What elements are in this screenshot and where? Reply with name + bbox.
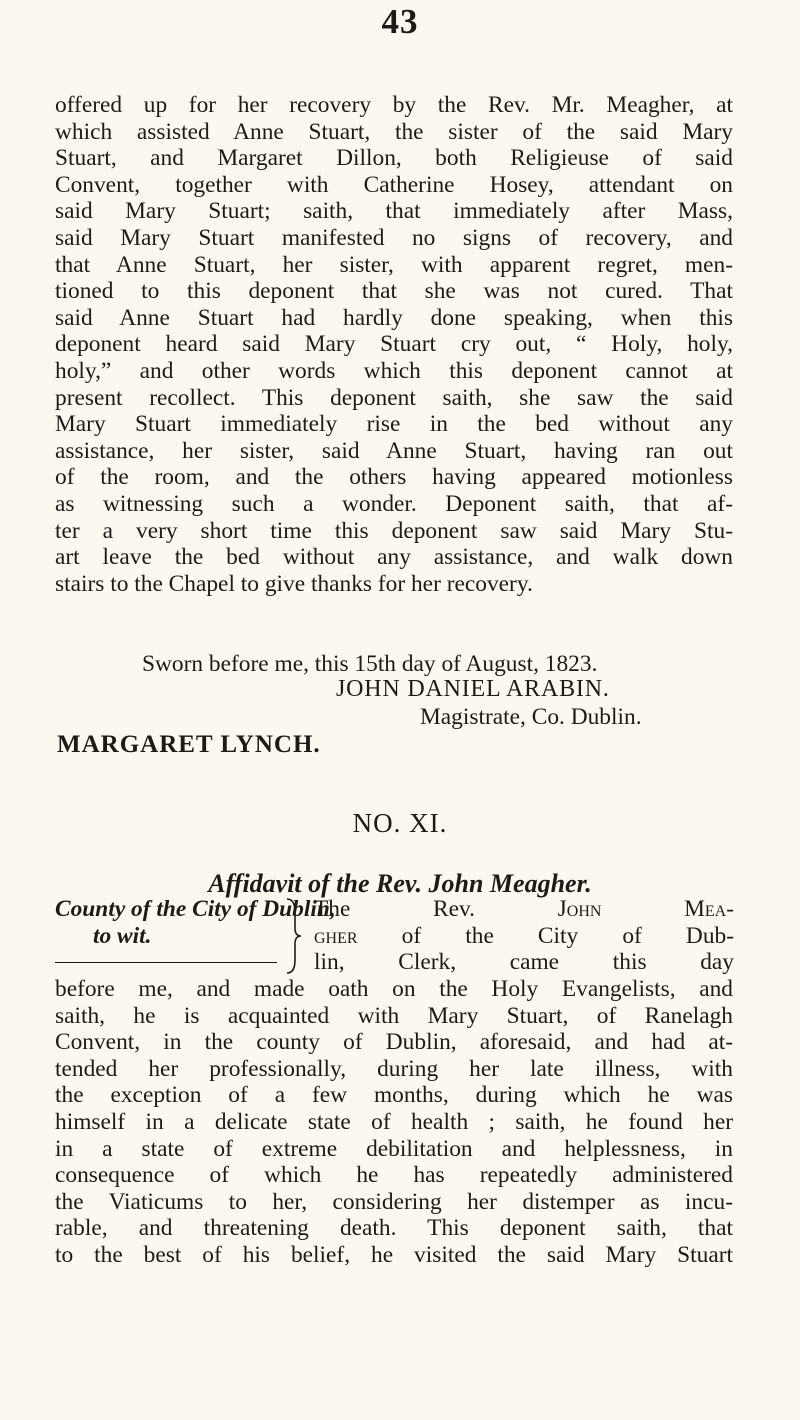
deponent-name: gher — [314, 922, 358, 949]
affidavit-heading: Affidavit of the Rev. John Meagher. — [208, 869, 592, 898]
text-line: Convent, in the county of Dublin, aforesaid, and had at- — [55, 1029, 733, 1056]
text-line — [314, 923, 734, 950]
sworn-statement: Sworn before me, this 15th day of August, 1823. — [142, 651, 598, 677]
text-line: that Anne Stuart, her sister, with apparent regret, men- — [55, 251, 733, 278]
text-line: of the room, and the others having appeared motionless — [55, 464, 733, 491]
text-line: art leave the bed without any assistance, and walk down — [55, 544, 733, 571]
deponent-signature: MARGARET LYNCH. — [57, 731, 321, 758]
page-number: 43 — [381, 2, 419, 41]
text-line: before me, and made oath on the Holy Evangelists, and — [55, 976, 733, 1002]
text-line: present recollect. This deponent saith, she saw the said — [55, 384, 733, 411]
text-line: lin, Clerk, came this day — [314, 949, 734, 976]
text-line: deponent heard said Mary Stuart cry out, “ Holy, holy, — [55, 331, 733, 358]
text-line: himself in a delicate state of health ; saith, he found her — [55, 1108, 733, 1135]
brace-text — [314, 896, 734, 976]
text-line: offered up for her recovery by the Rev. Mr. Meagher, at — [55, 92, 733, 118]
text-line: said Mary Stuart; saith, that immediately after Mass, — [55, 198, 733, 225]
text-line: ter a very short time this deponent saw said Mary Stu- — [55, 517, 733, 544]
magistrate-title: Magistrate, Co. Dublin. — [420, 704, 642, 730]
text-line: Convent, together with Catherine Hosey, attendant on — [55, 171, 733, 198]
text-line: saith, he is acquainted with Mary Stuart, of Ranelagh — [55, 1002, 733, 1029]
text-line: said Mary Stuart manifested no signs of recovery, and — [55, 224, 733, 251]
venue-rule — [55, 962, 277, 963]
text-line: rable, and threatening death. This deponent saith, that — [55, 1215, 733, 1242]
text-line: Mary Stuart immediately rise in the bed without any — [55, 411, 733, 438]
text-line: which assisted Anne Stuart, the sister of the said Mary — [55, 118, 733, 145]
affidavit-paragraph — [55, 976, 733, 1269]
testimony-paragraph — [55, 92, 733, 597]
text-line: Stuart, and Margaret Dillon, both Religieuse of said — [55, 145, 733, 172]
brace-icon — [285, 896, 303, 976]
text-line: consequence of which he has repeatedly administered — [55, 1162, 733, 1189]
text-line: as witnessing such a wonder. Deponent saith, that af- — [55, 490, 733, 517]
text-line: the Viaticums to her, considering her distemper as incu- — [55, 1188, 733, 1215]
text-line: assistance, her sister, said Anne Stuart, having ran out — [55, 437, 733, 464]
text-line: tioned to this deponent that she was not cured. That — [55, 278, 733, 305]
magistrate-name: JOHN DANIEL ARABIN. — [336, 676, 610, 702]
text-line: the exception of a few months, during which he was — [55, 1082, 733, 1109]
text-line: tended her professionally, during her late illness, with — [55, 1055, 733, 1082]
text-fragment: The Rev. — [314, 896, 558, 922]
text-line: stairs to the Chapel to give thanks for her recovery. — [55, 570, 533, 597]
text-line: holy,” and other words which this deponent cannot at — [55, 357, 733, 384]
text-line — [314, 896, 734, 923]
deponent-name: John Mea- — [557, 896, 734, 922]
text-fragment: of the City of Dub- — [357, 922, 734, 949]
section-number: NO. XI. — [352, 808, 448, 838]
venue-county: County of the City of Dublin, — [55, 896, 336, 922]
venue-to-wit: to wit. — [93, 922, 152, 949]
text-line: said Anne Stuart had hardly done speaking, when this — [55, 304, 733, 331]
text-line: to the best of his belief, he visited the said Mary Stuart — [55, 1241, 733, 1268]
text-line: in a state of extreme debilitation and helplessness, in — [55, 1135, 733, 1162]
